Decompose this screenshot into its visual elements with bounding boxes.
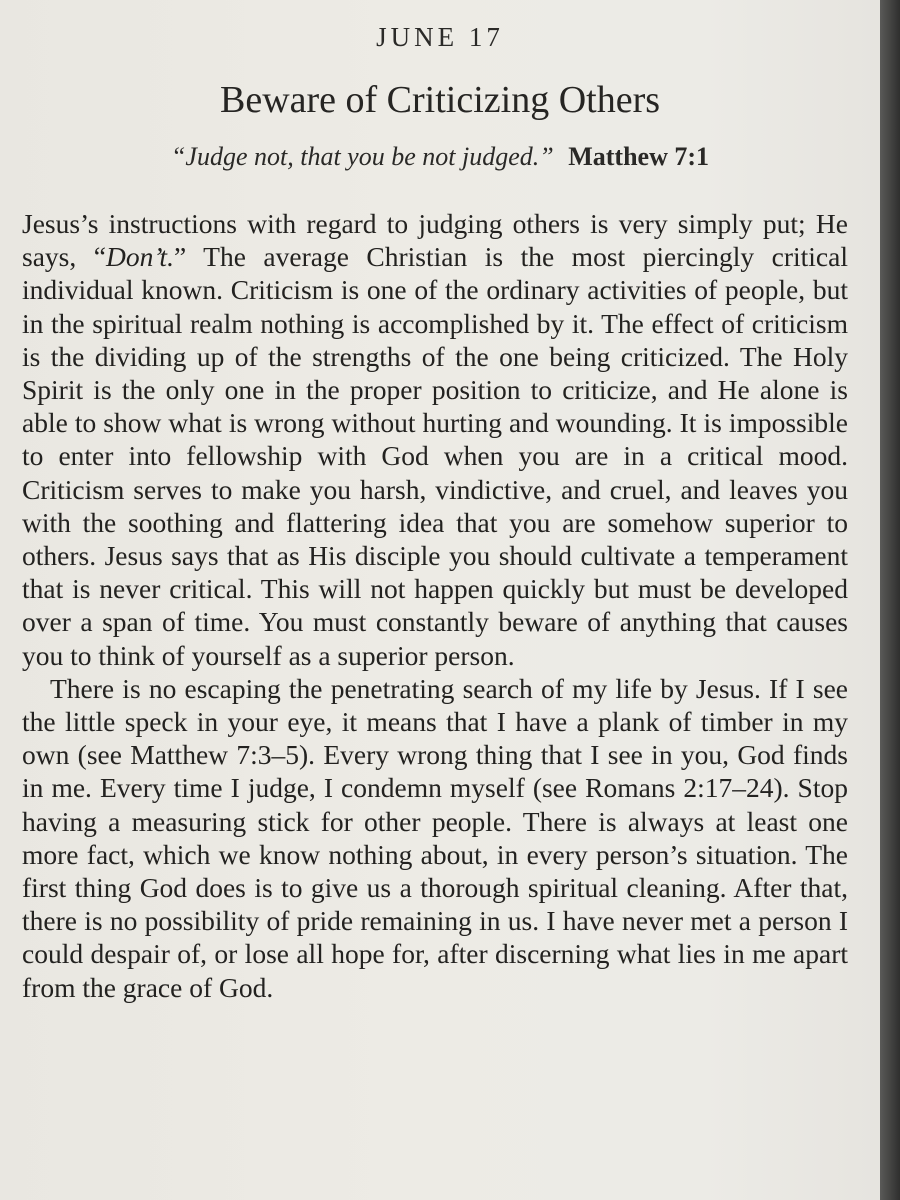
paragraph-1-emphasis: Don’t. <box>105 241 174 273</box>
verse-reference: Matthew 7:1 <box>568 142 710 171</box>
scripture-verse <box>0 142 880 172</box>
paragraph-1-start: Jesus’s instructions with regard to judging others is very simply put; He says, “ <box>22 208 848 273</box>
paragraph-2: There is no escaping the penetrating search of my life by Jesus. If I see the little speck in your eye, it means that I have a plank of timber in my own (see Matthew 7:3–5). Every wrong thing that I see in you, God finds in me. Every time I judge, I condemn myself (see Romans 2:17–24). Stop having a measuring stick for other people. There is always at least one more fact, which we know nothing about, in every person’s situation. The first thing God does is to give us a thorough spiritual cleaning. After that, there is no possibility of pride remaining in us. I have never met a person I could despair of, or lose all hope for, after discerning what lies in me apart from the grace of God. <box>22 672 848 1003</box>
page-title: Beware of Criticizing Others <box>219 79 661 121</box>
verse-quote: “Judge not, that you be not judged.” <box>170 142 554 171</box>
page-date: JUNE 17 <box>376 22 504 52</box>
paragraph-1-end: ” The average Christian is the most piercingly critical individual known. Criticism is one of the ordinary activities of people, but in the spiritual realm nothing is accomplished by it. The effect of criticism is the dividing up of the strengths of the one being criticized. The Holy Spirit is the only one in the proper position to criticize, and He alone is able to show what is wrong without hurting and wounding. It is impossible to enter into fellowship with God when you are in a critical mood. Criticism serves to make you harsh, vindictive, and cruel, and leaves you with the soothing and flattering idea that you are somehow superior to others. Jesus says that as His disciple you should cultivate a temperament that is never critical. This will not happen quickly but must be developed over a span of time. You must constantly beware of anything that causes you to think of yourself as a superior person. <box>22 241 848 671</box>
devotional-body <box>22 207 848 1004</box>
page-edge <box>880 0 900 1200</box>
paragraph-1 <box>22 207 848 672</box>
